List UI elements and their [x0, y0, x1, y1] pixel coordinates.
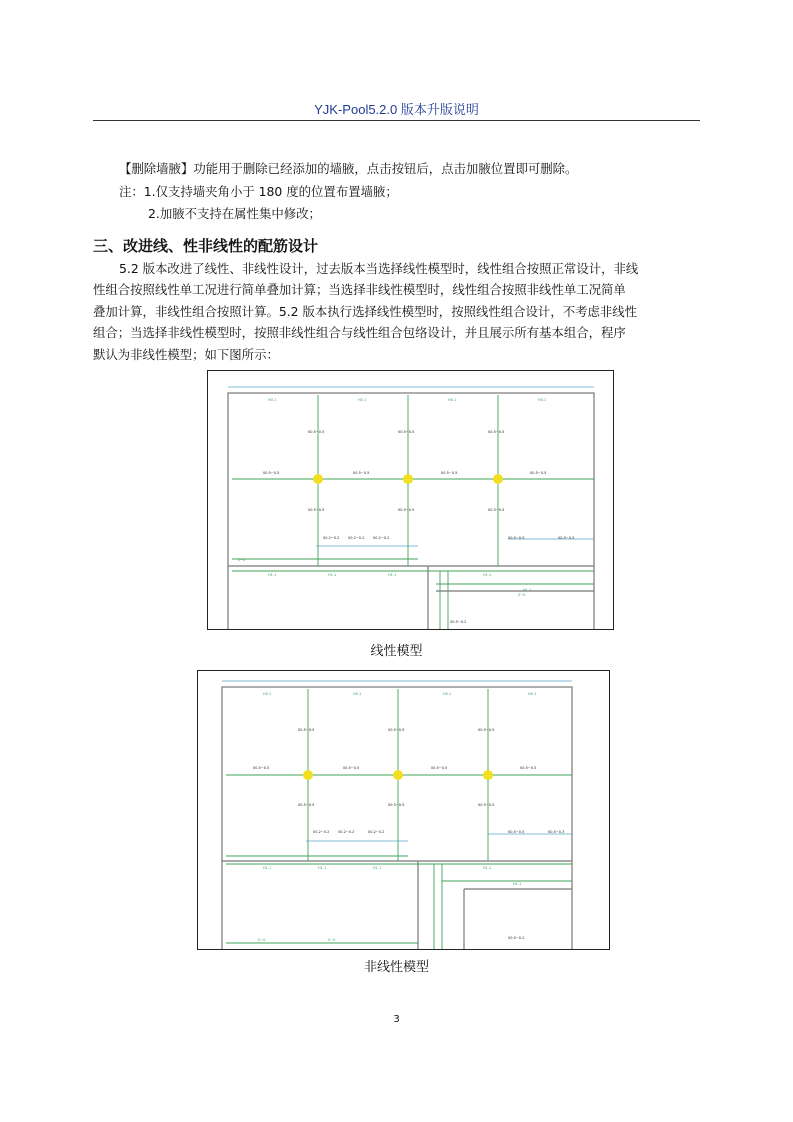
- svg-text:00.2~0.2: 00.2~0.2: [323, 536, 340, 540]
- svg-text:00.5~0.3: 00.5~0.3: [548, 830, 565, 834]
- svg-text:00.5~0.2: 00.5~0.2: [450, 620, 467, 624]
- figure-caption-linear: 线性模型: [370, 644, 423, 659]
- svg-text:H1.1: H1.1: [523, 588, 532, 592]
- paragraph-line: 叠加计算，非线性组合按照计算。5.2 版本执行选择线性模型时，按照线性组合设计，不考虑非线性: [93, 303, 638, 319]
- svg-text:00.2~0.2: 00.2~0.2: [338, 830, 355, 834]
- svg-text:00.5~0.5: 00.5~0.5: [263, 471, 280, 475]
- section-paragraph: [93, 258, 700, 365]
- svg-text:00.5~0.5: 00.5~0.5: [488, 430, 505, 434]
- svg-text:0~0: 0~0: [328, 938, 336, 942]
- header-divider: [93, 120, 700, 121]
- paragraph-line: 组合；当选择非线性模型时，按照非线性组合与线性组合包络设计，并且展示所有基本组合，程序: [93, 325, 626, 341]
- svg-text:H1.1: H1.1: [513, 882, 522, 886]
- svg-text:00.5~0.5: 00.5~0.5: [398, 430, 415, 434]
- svg-text:00.2~0.2: 00.2~0.2: [348, 536, 365, 540]
- section-heading: 三、改进线、性非线性的配筋设计: [93, 237, 319, 255]
- svg-text:H1.1: H1.1: [483, 866, 492, 870]
- svg-text:00.5~0.5: 00.5~0.5: [478, 728, 495, 732]
- svg-text:H0.1: H0.1: [528, 692, 537, 696]
- svg-text:H0.1: H0.1: [268, 398, 277, 402]
- page-header: YJK-Pool5.2.0 版本升版说明: [314, 102, 479, 117]
- svg-text:00.5~0.5: 00.5~0.5: [508, 830, 525, 834]
- nonlinear-model-svg: [198, 671, 609, 949]
- page-number: 3: [393, 1014, 400, 1025]
- svg-text:H0.1: H0.1: [358, 398, 367, 402]
- paragraph-line: 性组合按照线性单工况进行简单叠加计算；当选择非线性模型时，线性组合按照非线性单工况简单: [93, 282, 626, 298]
- svg-text:00.5~0.5: 00.5~0.5: [530, 471, 547, 475]
- svg-text:00.2~0.2: 00.2~0.2: [373, 536, 390, 540]
- svg-text:00.5~0.5: 00.5~0.5: [508, 536, 525, 540]
- svg-text:00.5~0.5: 00.5~0.5: [488, 508, 505, 512]
- svg-text:0~0: 0~0: [258, 938, 266, 942]
- svg-text:00.5~0.5: 00.5~0.5: [398, 508, 415, 512]
- svg-text:0~0: 0~0: [518, 593, 526, 597]
- linear-model-drawing: [207, 370, 614, 630]
- paragraph-line: 5.2 版本改进了线性、非线性设计，过去版本当选择线性模型时，线性组合按照正常设计，非线: [119, 261, 639, 276]
- note-2: 2.加腋不支持在属性集中修改；: [148, 206, 321, 221]
- nonlinear-model-drawing: [197, 670, 610, 950]
- svg-text:H1.1: H1.1: [388, 573, 397, 577]
- svg-text:00.5~0.5: 00.5~0.5: [298, 728, 315, 732]
- svg-text:00.5~0.2: 00.5~0.2: [508, 936, 525, 940]
- svg-text:00.5~0.5: 00.5~0.5: [253, 766, 270, 770]
- svg-text:00.5~0.5: 00.5~0.5: [431, 766, 448, 770]
- svg-text:H0.1: H0.1: [353, 692, 362, 696]
- svg-text:00.5~0.5: 00.5~0.5: [298, 803, 315, 807]
- svg-text:00.5~0.5: 00.5~0.5: [308, 430, 325, 434]
- svg-text:H0.1: H0.1: [538, 398, 547, 402]
- svg-text:H0.1: H0.1: [448, 398, 457, 402]
- svg-text:H1.1: H1.1: [373, 866, 382, 870]
- delete-wall-haunch-description: 【删除墙腋】功能用于删除已经添加的墙腋，点击按钮后，点击加腋位置即可删除。: [119, 161, 578, 176]
- svg-text:00.5~0.5: 00.5~0.5: [520, 766, 537, 770]
- svg-text:H1.1: H1.1: [328, 573, 337, 577]
- paragraph-line: 默认为非线性模型；如下图所示：: [93, 346, 279, 362]
- svg-text:H1.1: H1.1: [318, 866, 327, 870]
- svg-text:00.2~0.2: 00.2~0.2: [368, 830, 385, 834]
- svg-text:00.2~0.2: 00.2~0.2: [313, 830, 330, 834]
- svg-text:00.5~0.5: 00.5~0.5: [388, 803, 405, 807]
- svg-text:H1.1: H1.1: [268, 573, 277, 577]
- svg-text:0~0: 0~0: [238, 558, 246, 562]
- note-1: 注：1.仅支持墙夹角小于 180 度的位置布置墙腋；: [119, 184, 398, 199]
- linear-model-svg: [208, 371, 613, 629]
- svg-text:00.5~0.5: 00.5~0.5: [343, 766, 360, 770]
- svg-text:00.5~0.5: 00.5~0.5: [441, 471, 458, 475]
- figure-caption-nonlinear: 非线性模型: [363, 960, 429, 975]
- svg-text:00.5~0.5: 00.5~0.5: [478, 803, 495, 807]
- svg-text:00.5~0.5: 00.5~0.5: [353, 471, 370, 475]
- svg-text:00.5~0.5: 00.5~0.5: [558, 536, 575, 540]
- svg-text:H0.1: H0.1: [443, 692, 452, 696]
- svg-text:H1.1: H1.1: [263, 866, 272, 870]
- svg-text:H1.1: H1.1: [483, 573, 492, 577]
- svg-text:00.5~0.5: 00.5~0.5: [388, 728, 405, 732]
- svg-text:00.5~0.5: 00.5~0.5: [308, 508, 325, 512]
- svg-text:H0.1: H0.1: [263, 692, 272, 696]
